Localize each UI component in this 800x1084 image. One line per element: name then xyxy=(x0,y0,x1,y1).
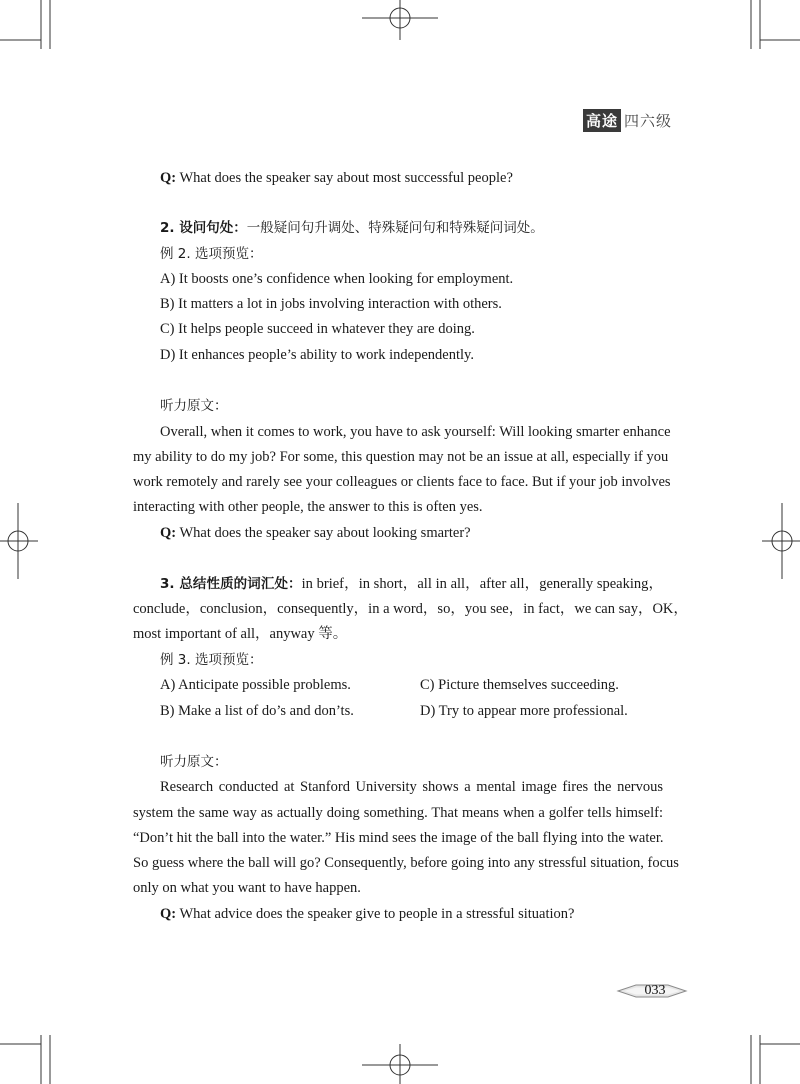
transcript-line: system the same way as actually doing something. That means when a golfer tells himself: xyxy=(133,805,663,821)
options-row xyxy=(160,673,663,698)
option-a: A) Anticipate possible problems. xyxy=(160,677,351,693)
options-row xyxy=(160,699,663,724)
transcript-line: work remotely and rarely see your colleagues or clients face to face. But if your job involves xyxy=(133,474,671,490)
question-line xyxy=(160,521,663,546)
section-2-heading-line xyxy=(160,216,663,241)
transcript-label: 听力原文： xyxy=(160,754,228,770)
option-b: B) It matters a lot in jobs involving interaction with others. xyxy=(160,296,502,312)
transcript-label: 听力原文： xyxy=(160,398,228,414)
question-line xyxy=(160,166,663,191)
question-text: What does the speaker say about most successful people? xyxy=(179,170,513,186)
option-a: A) It boosts one’s confidence when looking for employment. xyxy=(160,271,514,287)
summary-words-line: most important of all，anyway 等。 xyxy=(133,626,348,642)
option-d: D) Try to appear more professional. xyxy=(420,703,628,719)
option-c: C) Picture themselves succeeding. xyxy=(420,677,619,693)
section-description: in brief，in short，all in all，after all，generally speaking， xyxy=(301,576,663,592)
transcript-line: my ability to do my job? For some, this question may not be an issue at all, especially if you xyxy=(133,449,669,465)
transcript-line: So guess where the ball will go? Consequently, before going into any stressful situation, focus xyxy=(133,855,679,871)
question-text: What does the speaker say about looking smarter? xyxy=(179,525,471,541)
transcript-line: “Don’t hit the ball into the water.” His mind sees the image of the ball flying into the water. xyxy=(133,830,664,846)
section-3-heading-line xyxy=(160,572,663,597)
option-d: D) It enhances people’s ability to work independently. xyxy=(160,347,474,363)
question-label: Q: xyxy=(160,525,177,541)
example-label: 例 3. 选项预览： xyxy=(160,652,263,668)
section-heading: 2. 设问句处： xyxy=(160,220,247,236)
transcript-line: Research conducted at Stanford University shows a mental image fires the nervous xyxy=(160,779,663,795)
example-label: 例 2. 选项预览： xyxy=(160,246,263,262)
header-brand xyxy=(583,109,672,131)
option-b: B) Make a list of do’s and don’ts. xyxy=(160,703,354,719)
page-number-badge xyxy=(622,981,688,1001)
brand-logo-text: 四六级 xyxy=(624,111,673,130)
option-c: C) It helps people succeed in whatever they are doing. xyxy=(160,321,475,337)
question-label: Q: xyxy=(160,906,177,922)
transcript-line: only on what you want to have happen. xyxy=(133,880,361,896)
transcript-line: Overall, when it comes to work, you have to ask yourself: Will looking smarter enhance xyxy=(160,424,671,440)
brand-logo-box: 高途 xyxy=(583,109,621,132)
question-label: Q: xyxy=(160,170,177,186)
summary-words-line: conclude，conclusion，consequently，in a word，so，you see，in fact，we can say，OK， xyxy=(133,601,688,617)
page-number: 033 xyxy=(644,983,666,998)
question-text: What advice does the speaker give to people in a stressful situation? xyxy=(179,906,575,922)
section-heading: 3. 总结性质的词汇处： xyxy=(160,576,302,592)
question-line xyxy=(160,902,663,927)
transcript-line: interacting with other people, the answer to this is often yes. xyxy=(133,499,483,515)
section-description: 一般疑问句升调处、特殊疑问句和特殊疑问词处。 xyxy=(246,220,544,236)
